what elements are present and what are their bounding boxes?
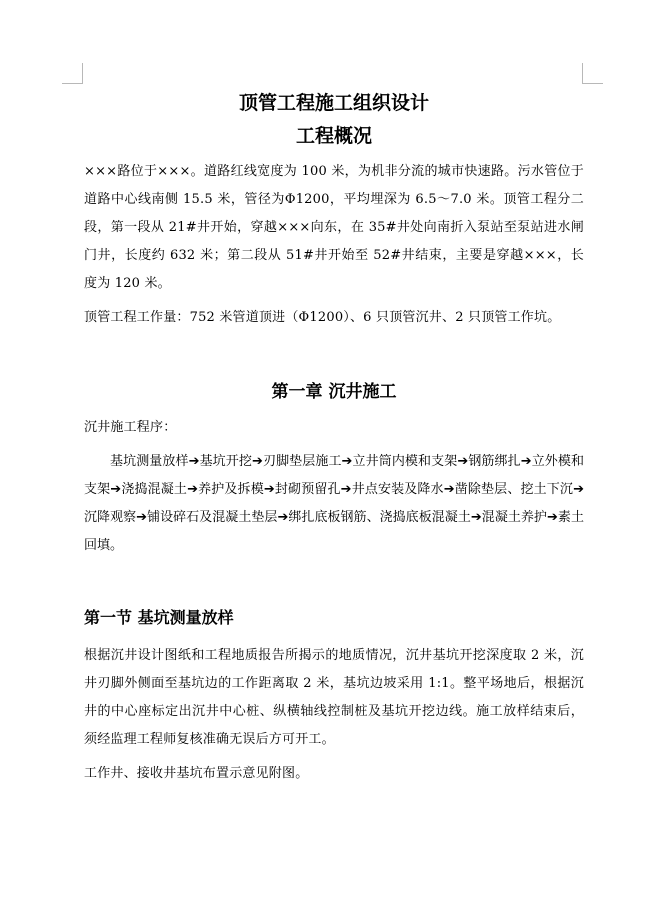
procedure-step: 绑扎底板钢筋、浇捣底板混凝土 [288, 510, 471, 525]
page-corner-mark-top-right [582, 63, 603, 84]
arrow-right-icon: ➔ [470, 510, 482, 525]
procedure-step: 混凝土养护 [481, 510, 547, 525]
procedure-step: 封砌预留孔 [274, 482, 341, 497]
procedure-step: 基坑测量放样 [110, 454, 189, 469]
procedure-step: 井点安装及降水 [351, 482, 444, 497]
arrow-right-icon: ➔ [136, 510, 148, 525]
arrow-right-icon: ➔ [277, 510, 289, 525]
procedure-steps [84, 448, 584, 560]
arrow-right-icon: ➔ [263, 482, 275, 497]
arrow-right-icon: ➔ [110, 482, 122, 497]
procedure-step: 浇捣混凝土 [121, 482, 188, 497]
procedure-step: 立外模和支架 [84, 454, 584, 497]
overview-paragraph: ×××路位于×××。道路红线宽度为 100 米，为机非分流的城市快速路。污水管位于道路中心线南侧 15.5 米，管径为Φ1200，平均埋深为 6.5～7.0 米。顶管工程分二段，第一段从 21#井开始，穿越×××向东，在 35#井处向南折入泵站至泵站进水闸门井，长度约 632 米；第二段从 51#井开始至 52#井结束，主要是穿越×××，长度为 120 米。 [84, 164, 584, 291]
procedure-step: 凿除垫层、挖土下沉 [454, 482, 574, 497]
arrow-right-icon: ➔ [188, 454, 200, 469]
arrow-right-icon: ➔ [251, 454, 263, 469]
arrow-right-icon: ➔ [341, 454, 353, 469]
section-1-note: 工作井、接收井基坑布置示意见附图。 [84, 766, 309, 781]
workload-paragraph: 顶管工程工作量：752 米管道顶进（Φ1200）、6 只顶管沉井、2 只顶管工作坑。 [84, 310, 561, 325]
procedure-step: 铺设碎石及混凝土垫层 [147, 510, 278, 525]
procedure-step: 养护及拆模 [197, 482, 264, 497]
arrow-right-icon: ➔ [546, 510, 558, 525]
procedure-step: 沉降观察 [84, 510, 137, 525]
document-body [84, 88, 584, 788]
document-title: 顶管工程施工组织设计 [238, 92, 429, 114]
chapter-1-heading: 第一章 沉井施工 [271, 382, 397, 402]
section-1-heading: 第一节 基坑测量放样 [84, 608, 234, 627]
arrow-right-icon: ➔ [443, 482, 455, 497]
procedure-step: 素土回填。 [84, 510, 584, 553]
procedure-step: 钢筋绑扎 [468, 454, 521, 469]
arrow-right-icon: ➔ [340, 482, 352, 497]
arrow-right-icon: ➔ [457, 454, 469, 469]
arrow-right-icon: ➔ [573, 482, 584, 497]
overview-heading: 工程概况 [295, 125, 372, 147]
procedure-step: 立井筒内模和支架 [352, 454, 458, 469]
arrow-right-icon: ➔ [520, 454, 532, 469]
arrow-right-icon: ➔ [187, 482, 198, 497]
procedure-label: 沉井施工程序： [84, 420, 177, 435]
section-1-paragraph: 根据沉井设计图纸和工程地质报告所揭示的地质情况，沉井基坑开挖深度取 2 米，沉井刃脚外侧面至基坑边的工作距离取 2 米，基坑边坡采用 1:1。整平场地后，根据沉井的中心座标定出沉井中心桩、纵横轴线控制桩及基坑开挖边线。施工放样结束后，须经监理工程师复核准确无误后方可开工。 [84, 648, 584, 747]
procedure-step: 刃脚垫层施工 [262, 454, 342, 469]
procedure-step: 基坑开挖 [199, 454, 252, 469]
page-corner-mark-top-left [62, 63, 83, 84]
